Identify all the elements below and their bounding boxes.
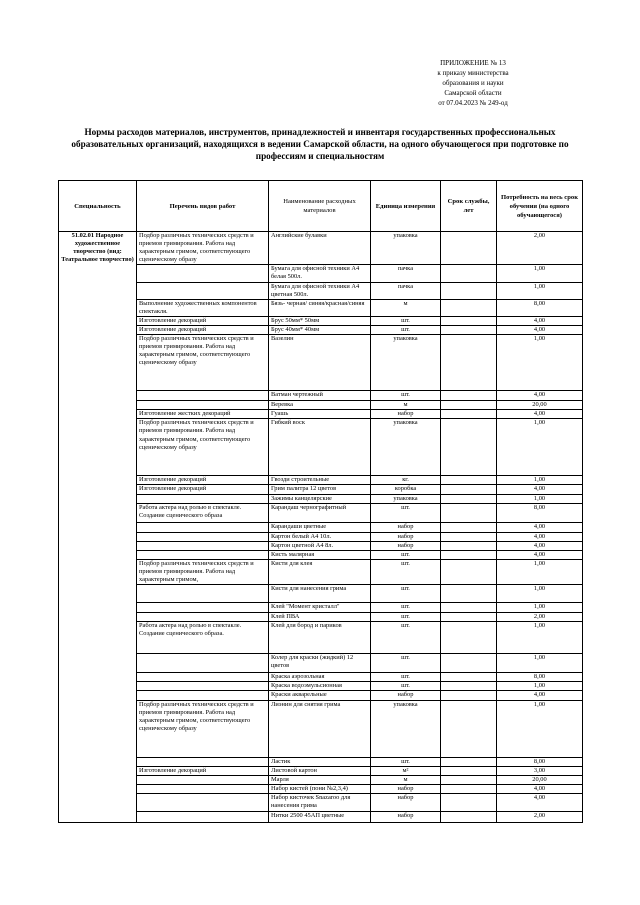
material-cell: Набор кисточек Snazaroo для нанесения грима — [269, 793, 371, 811]
service-cell — [441, 603, 497, 613]
header-unit: Единица измерения — [371, 181, 441, 232]
need-cell: 4,00 — [497, 410, 583, 419]
work-cell — [137, 401, 269, 410]
material-cell: Карандаши цветные — [269, 522, 371, 532]
work-cell: Изготовление жестких декораций — [137, 410, 269, 419]
need-cell: 8,00 — [497, 299, 583, 316]
work-cell: Подбор различных технических средств и приемов гримирования. Работа над характерным гримом, соответствующего сценическому образу — [137, 232, 269, 265]
service-cell — [441, 316, 497, 325]
need-cell: 4,00 — [497, 691, 583, 700]
material-cell: Бумага для офисной техники А4 белая 500л. — [269, 265, 371, 282]
need-cell: 8,00 — [497, 673, 583, 682]
material-cell: Краски акварельные — [269, 691, 371, 700]
table-row — [59, 682, 583, 691]
table-row — [59, 326, 583, 335]
work-cell: Изготовление декораций — [137, 326, 269, 335]
need-cell: 1,00 — [497, 265, 583, 282]
unit-cell: шт. — [371, 654, 441, 673]
material-cell: Брус 50мм* 50мм — [269, 316, 371, 325]
appendix-line: от 07.04.2023 № 249-од — [438, 99, 508, 107]
service-cell — [441, 335, 497, 391]
need-cell: 1,00 — [497, 476, 583, 485]
work-cell: Изготовление декораций — [137, 766, 269, 775]
appendix-line: образования и науки — [442, 79, 504, 87]
need-cell: 2,00 — [497, 811, 583, 822]
work-cell — [137, 494, 269, 503]
table-row — [59, 766, 583, 775]
work-cell — [137, 691, 269, 700]
unit-cell: шт. — [371, 559, 441, 584]
material-cell: Веревка — [269, 401, 371, 410]
service-cell — [441, 673, 497, 682]
material-cell: Брус 40мм* 40мм — [269, 326, 371, 335]
header-need: Потребность на весь срок обучения (на одного обучающегося) — [497, 181, 583, 232]
work-cell — [137, 682, 269, 691]
appendix-block — [418, 58, 528, 108]
material-cell: Грим палитра 12 цветов — [269, 485, 371, 494]
work-cell — [137, 541, 269, 550]
need-cell: 4,00 — [497, 522, 583, 532]
table-row — [59, 401, 583, 410]
material-cell: Краска водоэмульсионная — [269, 682, 371, 691]
material-cell: Кисть малярная — [269, 550, 371, 559]
work-cell — [137, 550, 269, 559]
material-cell: Колер для краски (жидкий) 12 цветов — [269, 654, 371, 673]
table-row — [59, 282, 583, 299]
table-header-row — [59, 181, 583, 232]
work-cell — [137, 522, 269, 532]
unit-cell: шт. — [371, 622, 441, 654]
unit-cell: м — [371, 775, 441, 784]
material-cell: Гвозди строительные — [269, 476, 371, 485]
page-title: Нормы расходов материалов, инструментов, принадлежностей и инвентаря государственных профессиональных образовательных организаций, находящихся в ведении Самарской области, на одного обучающегося при подготовке по профессиям и специальностям — [71, 127, 569, 161]
unit-cell: упаковка — [371, 335, 441, 391]
service-cell — [441, 682, 497, 691]
work-cell: Изготовление декораций — [137, 476, 269, 485]
need-cell: 3,00 — [497, 766, 583, 775]
work-cell — [137, 784, 269, 793]
service-cell — [441, 494, 497, 503]
work-cell: Изготовление декораций — [137, 485, 269, 494]
need-cell: 4,00 — [497, 485, 583, 494]
service-cell — [441, 476, 497, 485]
unit-cell: шт. — [371, 613, 441, 622]
material-cell: Нитки 2500 45АП цветные — [269, 811, 371, 822]
material-cell: Карандаш чернографитный — [269, 503, 371, 522]
unit-cell: м — [371, 401, 441, 410]
service-cell — [441, 654, 497, 673]
need-cell: 4,00 — [497, 326, 583, 335]
table-row — [59, 559, 583, 584]
service-cell — [441, 784, 497, 793]
work-cell: Работа актера над ролью в спектакле. Создание сценического образа — [137, 503, 269, 522]
unit-cell: шт. — [371, 673, 441, 682]
table-row — [59, 476, 583, 485]
service-cell — [441, 700, 497, 757]
need-cell: 4,00 — [497, 391, 583, 401]
material-cell: Ластик — [269, 757, 371, 766]
unit-cell: пачка — [371, 282, 441, 299]
material-cell: Краска аэрозольная — [269, 673, 371, 682]
unit-cell: шт. — [371, 326, 441, 335]
need-cell: 4,00 — [497, 793, 583, 811]
material-cell: Гуашь — [269, 410, 371, 419]
unit-cell: упаковка — [371, 232, 441, 265]
norms-table — [58, 180, 583, 823]
header-specialty: Специальность — [59, 181, 137, 232]
service-cell — [441, 691, 497, 700]
work-cell — [137, 585, 269, 603]
service-cell — [441, 485, 497, 494]
table-row — [59, 410, 583, 419]
unit-cell: кг. — [371, 476, 441, 485]
service-cell — [441, 550, 497, 559]
work-cell: Подбор различных технических средств и приемов гримирования. Работа над характерным гримом, соответствующего сценическому образу — [137, 700, 269, 757]
unit-cell: шт. — [371, 603, 441, 613]
header-material: Наименование расходных материалов — [269, 181, 371, 232]
need-cell: 4,00 — [497, 316, 583, 325]
unit-cell: набор — [371, 691, 441, 700]
material-cell: Клей "Момент кристалл" — [269, 603, 371, 613]
table-row — [59, 811, 583, 822]
table-row — [59, 550, 583, 559]
unit-cell: набор — [371, 541, 441, 550]
unit-cell: м — [371, 299, 441, 316]
work-cell — [137, 603, 269, 613]
unit-cell: набор — [371, 410, 441, 419]
work-cell: Изготовление декораций — [137, 316, 269, 325]
unit-cell: шт. — [371, 585, 441, 603]
work-cell — [137, 391, 269, 401]
service-cell — [441, 766, 497, 775]
work-cell — [137, 775, 269, 784]
unit-cell: набор — [371, 811, 441, 822]
unit-cell: шт. — [371, 316, 441, 325]
need-cell: 1,00 — [497, 335, 583, 391]
material-cell: Бязь- черная/ синяя/красная/синяя — [269, 299, 371, 316]
material-cell: Марля — [269, 775, 371, 784]
work-cell — [137, 265, 269, 282]
material-cell: Английские булавки — [269, 232, 371, 265]
unit-cell: шт. — [371, 757, 441, 766]
work-cell — [137, 532, 269, 541]
appendix-line: Самарской области — [444, 89, 502, 97]
service-cell — [441, 775, 497, 784]
unit-cell: упаковка — [371, 494, 441, 503]
need-cell: 4,00 — [497, 784, 583, 793]
appendix-line: ПРИЛОЖЕНИЕ № 13 — [440, 59, 506, 67]
table-row — [59, 622, 583, 654]
unit-cell: набор — [371, 522, 441, 532]
service-cell — [441, 622, 497, 654]
service-cell — [441, 541, 497, 550]
need-cell: 4,00 — [497, 550, 583, 559]
table-row — [59, 503, 583, 522]
unit-cell: упаковка — [371, 700, 441, 757]
header-works: Перечень видов работ — [137, 181, 269, 232]
need-cell: 1,00 — [497, 559, 583, 584]
table-row — [59, 316, 583, 325]
material-cell: Клей для бород и париков — [269, 622, 371, 654]
unit-cell: набор — [371, 793, 441, 811]
unit-cell: шт. — [371, 682, 441, 691]
table-row — [59, 485, 583, 494]
table-row — [59, 232, 583, 265]
table-row — [59, 532, 583, 541]
service-cell — [441, 401, 497, 410]
table-row — [59, 299, 583, 316]
table-row — [59, 757, 583, 766]
need-cell: 8,00 — [497, 757, 583, 766]
need-cell: 8,00 — [497, 503, 583, 522]
unit-cell: упаковка — [371, 419, 441, 476]
service-cell — [441, 757, 497, 766]
service-cell — [441, 532, 497, 541]
work-cell: Подбор различных технических средств и приемов гримирования. Работа над характерным гримом, — [137, 559, 269, 584]
table-row — [59, 585, 583, 603]
need-cell: 2,00 — [497, 232, 583, 265]
service-cell — [441, 503, 497, 522]
work-cell — [137, 613, 269, 622]
material-cell: Зажимы канцелярские — [269, 494, 371, 503]
work-cell: Выполнение художественных компонентов спектакля. — [137, 299, 269, 316]
work-cell — [137, 811, 269, 822]
service-cell — [441, 326, 497, 335]
need-cell: 1,00 — [497, 419, 583, 476]
table-row — [59, 700, 583, 757]
table-row — [59, 613, 583, 622]
specialty-cell: 51.02.01 Народное художественное творчество (вид: Театральное творчество) — [59, 232, 137, 823]
table-row — [59, 775, 583, 784]
need-cell: 1,00 — [497, 622, 583, 654]
service-cell — [441, 585, 497, 603]
material-cell: Кисти для клея — [269, 559, 371, 584]
need-cell: 1,00 — [497, 654, 583, 673]
unit-cell: шт. — [371, 503, 441, 522]
work-cell — [137, 793, 269, 811]
work-cell — [137, 757, 269, 766]
work-cell: Подбор различных технических средств и приемов гримирования. Работа над характерным гримом, соответствующего сценическому образу — [137, 419, 269, 476]
appendix-line: к приказу министерства — [437, 69, 509, 77]
need-cell: 1,00 — [497, 700, 583, 757]
service-cell — [441, 391, 497, 401]
work-cell: Работа актера над ролью в спектакле. Создание сценического образа. — [137, 622, 269, 654]
table-row — [59, 494, 583, 503]
table-row — [59, 784, 583, 793]
service-cell — [441, 232, 497, 265]
work-cell — [137, 654, 269, 673]
service-cell — [441, 811, 497, 822]
service-cell — [441, 265, 497, 282]
need-cell: 2,00 — [497, 613, 583, 622]
material-cell: Вазелин — [269, 335, 371, 391]
table-row — [59, 793, 583, 811]
need-cell: 1,00 — [497, 682, 583, 691]
material-cell: Клей ПВА — [269, 613, 371, 622]
need-cell: 20,00 — [497, 775, 583, 784]
material-cell: Лиэнин для снятия грима — [269, 700, 371, 757]
material-cell: Ватман чертежный — [269, 391, 371, 401]
table-row — [59, 691, 583, 700]
table-row — [59, 335, 583, 391]
need-cell: 1,00 — [497, 494, 583, 503]
table-row — [59, 391, 583, 401]
table-row — [59, 603, 583, 613]
service-cell — [441, 282, 497, 299]
need-cell: 4,00 — [497, 541, 583, 550]
table-row — [59, 541, 583, 550]
service-cell — [441, 559, 497, 584]
service-cell — [441, 613, 497, 622]
service-cell — [441, 299, 497, 316]
work-cell — [137, 282, 269, 299]
service-cell — [441, 522, 497, 532]
material-cell: Набор кистей (пони №2,3,4) — [269, 784, 371, 793]
need-cell: 20,00 — [497, 401, 583, 410]
material-cell: Листовой картон — [269, 766, 371, 775]
material-cell: Гибкий воск — [269, 419, 371, 476]
unit-cell: м² — [371, 766, 441, 775]
unit-cell: шт. — [371, 550, 441, 559]
header-service: Срок службы, лет — [441, 181, 497, 232]
table-body — [59, 232, 583, 823]
table-row — [59, 265, 583, 282]
need-cell: 1,00 — [497, 282, 583, 299]
work-cell: Подбор различных технических средств и приемов гримирования. Работа над характерным гримом, соответствующего сценическому образу — [137, 335, 269, 391]
need-cell: 1,00 — [497, 585, 583, 603]
table-row — [59, 654, 583, 673]
unit-cell: коробка — [371, 485, 441, 494]
material-cell: Бумага для офисной техники А4 цветная 500л. — [269, 282, 371, 299]
service-cell — [441, 793, 497, 811]
material-cell: Картон цветной А4 8л. — [269, 541, 371, 550]
work-cell — [137, 673, 269, 682]
need-cell: 1,00 — [497, 603, 583, 613]
material-cell: Кисти для нанесения грима — [269, 585, 371, 603]
table-row — [59, 419, 583, 476]
table-row — [59, 673, 583, 682]
service-cell — [441, 419, 497, 476]
unit-cell: шт. — [371, 391, 441, 401]
need-cell: 4,00 — [497, 532, 583, 541]
unit-cell: набор — [371, 532, 441, 541]
unit-cell: набор — [371, 784, 441, 793]
table-row — [59, 522, 583, 532]
unit-cell: пачка — [371, 265, 441, 282]
service-cell — [441, 410, 497, 419]
material-cell: Картон белый А4 10л. — [269, 532, 371, 541]
